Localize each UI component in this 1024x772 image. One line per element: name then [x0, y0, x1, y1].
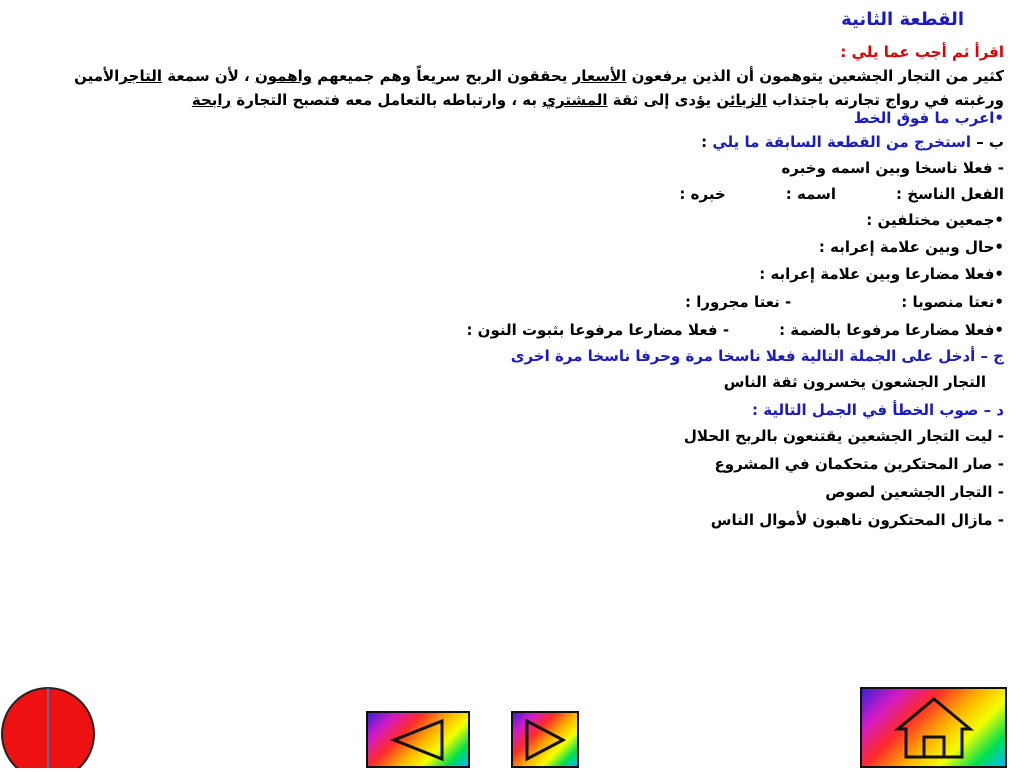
- passage-title: القطعة الثانية: [841, 9, 964, 30]
- underlined-word: رابحة: [191, 91, 232, 109]
- b-item-4: •فعلا مضارعا وبين علامة إعرابه :: [759, 265, 1004, 283]
- b-item-1: - فعلا ناسخا وبين اسمه وخبره: [781, 159, 1004, 177]
- next-button[interactable]: [511, 711, 579, 768]
- text-segment: يؤدى إلى ثقة: [607, 91, 717, 109]
- triangle-left-icon: [390, 718, 446, 762]
- naskh-pred-label: خبره :: [679, 185, 726, 203]
- b-item-2: •جمعين مختلفين :: [866, 211, 1004, 229]
- text-segment: كثير من التجار الجشعين يتوهمون أن الذين يرفعون: [626, 67, 1004, 85]
- question-c: ج – أدخل على الجملة التالية فعلا ناسخا مرة وحرفا ناسخا مرة اخرى: [510, 347, 1004, 365]
- b-item-6a: •فعلا مضارعا مرفوعا بالضمة :: [779, 321, 1004, 339]
- b-item-5: [685, 290, 1004, 314]
- text-segment: يحققون الربح سريعاً وهم جميعهم: [312, 67, 573, 85]
- text-segment: ورغبته في رواج تجارته باجتذاب: [766, 91, 1004, 109]
- naskh-verb-label: الفعل الناسخ :: [896, 185, 1004, 203]
- d-item-1: - ليت التجار الجشعين يقتنعون بالربح الحلال: [683, 427, 1004, 445]
- b-item-5b: - نعتا مجرورا :: [684, 293, 792, 311]
- b-item-6b: - فعلا مضارعا مرفوعا بثبوت النون :: [466, 321, 730, 339]
- naskh-noun-label: اسمه :: [785, 185, 837, 203]
- underlined-word: المشتري: [542, 91, 608, 109]
- text-segment: به ، وارتباطه بالتعامل معه فتصبح التجارة: [231, 91, 543, 109]
- question-a: •اعرب ما فوق الخط: [853, 109, 1004, 127]
- b-naskh-row: [679, 182, 1004, 206]
- instruction: اقرأ ثم أجب عما يلي :: [840, 43, 1004, 61]
- d-item-3: - التجار الجشعين لصوص: [825, 483, 1004, 501]
- question-b-prefix: ب –: [970, 133, 1004, 151]
- question-b-text: استخرج من القطعة السابقة ما يلي: [712, 133, 971, 151]
- house-icon: [894, 695, 974, 761]
- question-b: [701, 130, 1004, 154]
- passage-line-1: [74, 64, 1004, 88]
- underlined-word: التاجر: [119, 67, 162, 85]
- underlined-word: الزبائن: [716, 91, 767, 109]
- home-button[interactable]: [860, 687, 1007, 768]
- b-item-3: •حال وبين علامة إعرابه :: [818, 238, 1004, 256]
- underlined-word: الأسعار: [572, 67, 627, 85]
- text-segment: الأمين: [74, 67, 120, 85]
- triangle-right-icon: [523, 718, 567, 762]
- b-item-6: [466, 318, 1004, 342]
- question-c-sentence: التجار الجشعون يخسرون ثقة الناس: [723, 373, 986, 391]
- question-b-suffix: :: [701, 133, 713, 151]
- red-circle-icon: [0, 686, 96, 768]
- underlined-word: واهمون: [254, 67, 313, 85]
- question-d: د – صوب الخطأ في الجمل التالية :: [752, 401, 1004, 419]
- previous-button[interactable]: [366, 711, 470, 768]
- d-item-4: - مازال المحتكرون ناهبون لأموال الناس: [710, 511, 1004, 529]
- red-circle-button[interactable]: [0, 686, 96, 768]
- d-item-2: - صار المحتكرين متحكمان في المشروع: [714, 455, 1004, 473]
- b-item-5a: •نعتا منصوبا :: [901, 293, 1004, 311]
- text-segment: ، لأن سمعة: [162, 67, 255, 85]
